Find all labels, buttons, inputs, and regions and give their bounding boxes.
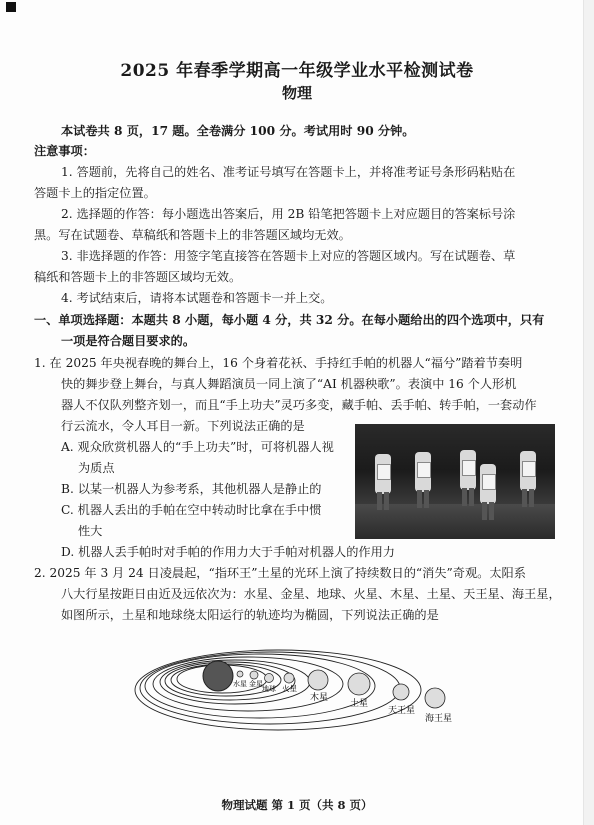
question-1-option-c: C. 机器人丢出的手帕在空中转动时比拿在手中惯 [61,503,322,517]
page-edge [583,0,594,825]
exam-intro: 本试卷共 8 页，17 题。全卷满分 100 分。考试用时 90 分钟。 [61,124,415,138]
uranus-icon [393,684,409,700]
question-1-option-a: A. 观众欣赏机器人的“手上功夫”时，可将机器人视 [61,440,334,454]
note-line: 3. 非选择题的作答：用签字笔直接答在答题卡上对应的答题区域内。写在试题卷、草 [61,249,516,263]
solar-system-diagram [130,648,460,733]
planet-label-uranus: 天王星 [388,706,416,716]
earth-icon [265,674,274,683]
venus-icon [250,671,258,679]
robot-dancer [520,451,536,491]
robot-dancer [480,464,496,504]
question-1-stem: 1. 在 2025 年央视春晚的舞台上，16 个身着花袄、手持红手帕的机器人“福兮”踏着节奏明 [34,356,523,370]
robot-dance-photo [355,424,555,539]
question-1-option-b: B. 以某一机器人为参考系，其他机器人是静止的 [61,482,322,496]
exam-title: 2025 年春季学期高一年级学业水平检测试卷 [120,61,474,81]
sun-icon [203,661,233,691]
section-heading: 一、单项选择题：本题共 8 小题，每小题 4 分，共 32 分。在每小题给出的四个选项中，只有 [34,313,545,327]
note-line: 4. 考试结束后，请将本试题卷和答题卡一并上交。 [61,291,333,305]
mars-icon [284,673,294,683]
planet-label-saturn: 土星 [350,699,369,709]
question-2-stem: 八大行星按距日由近及远依次为：水星、金星、地球、火星、木星、土星、天王星、海王星， [61,587,561,601]
question-1-option-d: D. 机器人丢手帕时对手帕的作用力大于手帕对机器人的作用力 [61,545,395,559]
saturn-icon [348,673,370,695]
mercury-icon [237,671,243,677]
note-line: 2. 选择题的作答：每小题选出答案后，用 2B 铅笔把答题卡上对应题目的答案标号涂 [61,207,516,221]
note-line: 黑。写在试题卷、草稿纸和答题卡上的非答题区域均无效。 [34,228,351,242]
robot-dancer [460,450,476,490]
planet-label-mars: 火星 [282,684,297,693]
question-1-stem: 器人不仅队列整齐划一，而且“手上功夫”灵巧多变，藏手帕、丢手帕、转手帕，一套动作 [61,398,537,412]
planet-label-jupiter: 木星 [310,693,329,703]
orbit-group [135,650,421,730]
question-1-stem: 行云流水，令人耳目一新。下列说法正确的是 [61,419,305,433]
robot-dancer [415,452,431,492]
note-line: 稿纸和答题卡上的非答题区域均无效。 [34,270,242,284]
question-1-stem: 快的舞步登上舞台，与真人舞蹈演员一同上演了“AI 机器秧歌”。表演中 16 个人形机 [61,377,517,391]
note-line: 1. 答题前，先将自己的姓名、准考证号填写在答题卡上，并将准考证号条形码粘贴在 [61,165,516,179]
jupiter-icon [308,670,328,690]
notes-heading: 注意事项： [34,144,95,158]
note-line: 答题卡上的指定位置。 [34,186,156,200]
planet-label-neptune: 海王星 [425,714,453,724]
page-footer: 物理试题 第 1 页（共 8 页） [221,798,373,812]
question-2-stem: 如图所示，土星和地球绕太阳运行的轨迹均为椭圆，下列说法正确的是 [61,608,439,622]
corner-marker [6,2,16,12]
planet-label-earth: 地球 [262,685,276,693]
section-heading-cont: 一项是符合题目要求的。 [61,334,196,348]
subject-title: 物理 [281,84,312,102]
question-1-option-c-cont: 性大 [78,524,103,538]
robot-dancer [375,454,391,494]
question-1-option-a-cont: 为质点 [78,461,115,475]
planet-label-venus: 金星 [249,680,263,688]
question-2-stem: 2. 2025 年 3 月 24 日凌晨起，“指环王”土星的光环上演了持续数日的“消失”奇观。太阳系 [34,566,526,580]
planet-label-mercury: 水星 [233,680,247,688]
neptune-icon [425,688,445,708]
